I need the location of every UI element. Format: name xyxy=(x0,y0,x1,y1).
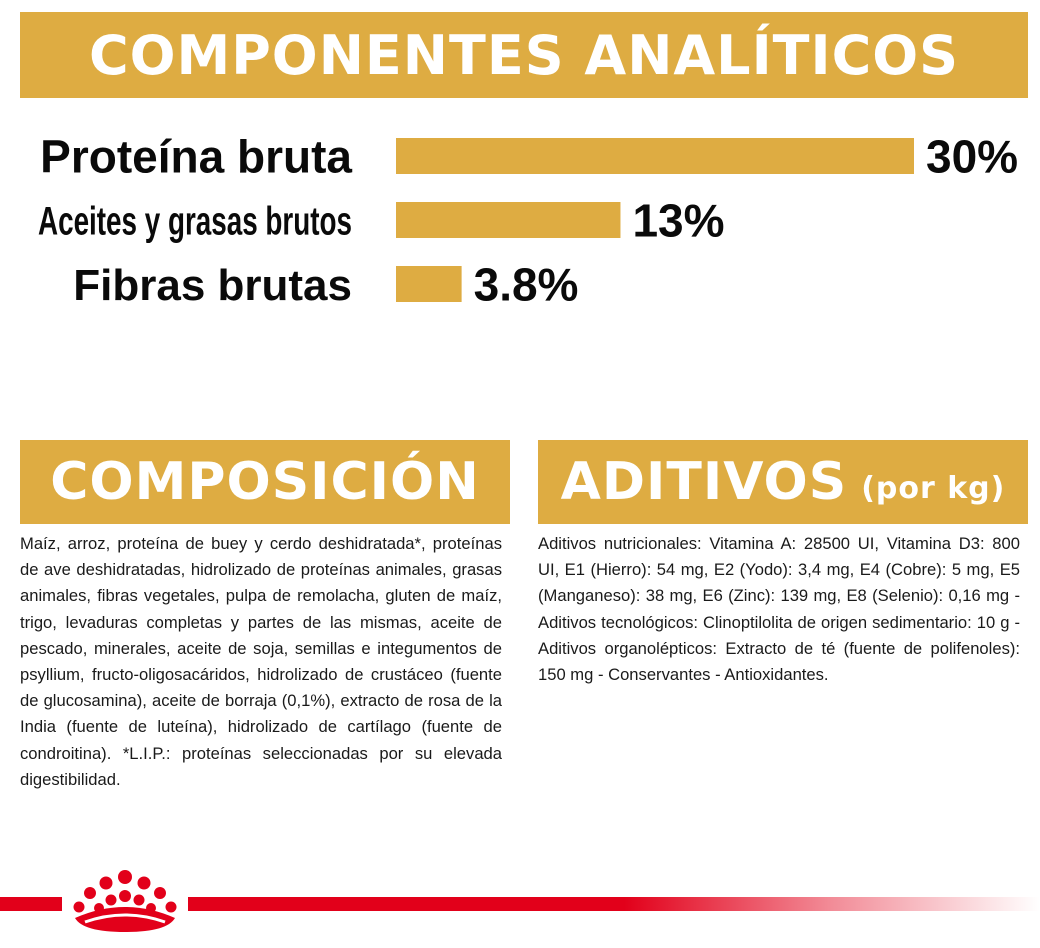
royal-canin-crown-icon xyxy=(69,868,181,936)
composition-banner xyxy=(20,440,510,524)
additives-title-suffix: (por kg) xyxy=(861,470,1006,506)
composition-text: Maíz, arroz, proteína de buey y cerdo deshidratada*, proteínas de ave deshidratadas, hidrolizado de proteínas animales, grasas animales, fibras vegetales, pulpa de remolacha, gluten de maíz, trigo, levaduras completas y partes de las mismas, aceite de pescado, minerales, aceite de soja, semillas e integumentos de psyllium, fructo-oligosacáridos, hidrolizado de crustáceo (fuente de glucosamina), aceite de borraja (0,1%), extracto de rosa de la India (fuente de luteína), hidrolizado de cartílago (fuente de condroitina). *L.I.P.: proteínas seleccionadas por su elevada digestibilidad. xyxy=(20,534,502,789)
brand-logo xyxy=(62,862,188,942)
additives-title: ADITIVOS xyxy=(560,452,848,512)
value-label: 30% xyxy=(926,130,1019,183)
analytic-components-title: COMPONENTES ANALÍTICOS xyxy=(88,23,960,87)
value-label: 3.8% xyxy=(473,258,579,311)
category-label: Aceites y grasas brutos xyxy=(38,199,352,244)
analytic-components-banner xyxy=(20,12,1028,98)
bar xyxy=(396,202,620,238)
value-label: 13% xyxy=(632,194,725,247)
additives-text: Aditivos nutricionales: Vitamina A: 28500 UI, Vitamina D3: 800 UI, E1 (Hierro): 54 mg, E2 (Yodo): 3,4 mg, E4 (Cobre): 5 mg, E5 (Manganeso): 38 mg, E6 (Zinc): 139 mg, E8 (Selenio): 0,16 mg - Aditivos tecnológicos: Clinoptilolita de origen sedimentario: 10 g - Aditivos organolépticos: Extracto de té (fuente de polifenoles): 150 mg - Conservantes - Antioxidantes. xyxy=(538,534,1020,685)
category-label: Fibras brutas xyxy=(73,260,352,310)
bar xyxy=(396,266,462,302)
additives-banner xyxy=(538,440,1028,524)
bar xyxy=(396,138,914,174)
category-label: Proteína bruta xyxy=(40,130,352,183)
composition-title: COMPOSICIÓN xyxy=(50,452,480,512)
nutrient-bar-chart xyxy=(0,110,1040,320)
